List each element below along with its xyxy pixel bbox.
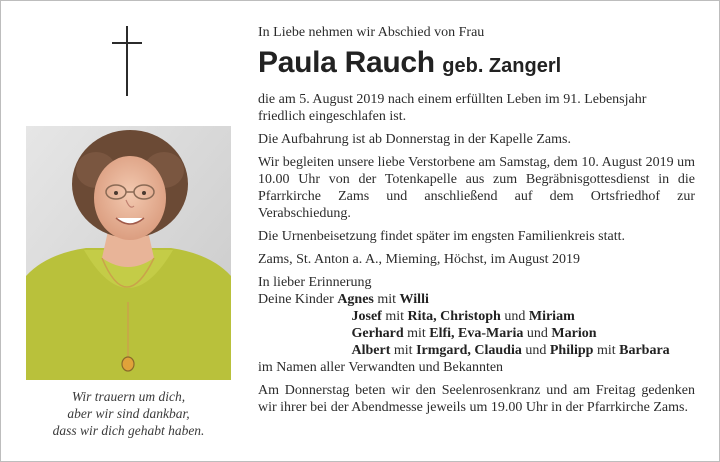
deceased-name: Paula Rauch bbox=[258, 46, 435, 79]
connector: mit bbox=[393, 343, 413, 358]
intro-line: In Liebe nehmen wir Abschied von Frau bbox=[258, 25, 485, 40]
connector: mit bbox=[407, 326, 426, 341]
family-row bbox=[258, 291, 695, 308]
funeral-paragraph: Wir begleiten unsere liebe Verstorbene am Samstag, dem 10. August 2019 um 10.00 Uhr von der Totenkapelle aus zum Begräbnisgottesdienst in die Pfarrkirche Zams und anschließend auf dem Ortsfriedhof zur Verabschiedung. bbox=[258, 155, 695, 221]
family-row bbox=[258, 342, 695, 359]
urn-paragraph: Die Urnenbeisetzung findet später im engsten Familienkreis statt. bbox=[258, 229, 626, 244]
family-names: Marion bbox=[551, 326, 597, 341]
family-row bbox=[258, 325, 695, 342]
remembrance-line: In lieber Erinnerung bbox=[258, 275, 372, 290]
family-names: Barbara bbox=[619, 343, 670, 358]
child-name: Josef bbox=[351, 309, 382, 324]
motto-line: aber wir sind dankbar, bbox=[67, 406, 190, 421]
connector: mit bbox=[385, 309, 404, 324]
family-names: Elfi, Eva-Maria bbox=[429, 326, 524, 341]
connector: und bbox=[526, 326, 548, 341]
motto-line: dass wir dich gehabt haben. bbox=[52, 423, 205, 438]
portrait-illustration bbox=[26, 126, 231, 380]
connector: mit bbox=[377, 292, 397, 307]
connector: und bbox=[525, 343, 547, 358]
family-names: Philipp bbox=[549, 343, 594, 358]
family-names: Rita, Christoph bbox=[407, 309, 501, 324]
child-name: Gerhard bbox=[351, 326, 404, 341]
closing-paragraph: Am Donnerstag beten wir den Seelenrosenkranz und am Freitag gedenken wir ihrer bei der Abendmesse jeweils um 19.00 Uhr in der Pfarrkirche Zams. bbox=[258, 383, 695, 415]
connector: und bbox=[504, 309, 526, 324]
connector: mit bbox=[596, 343, 616, 358]
deceased-name-line bbox=[258, 47, 695, 85]
family-row bbox=[258, 308, 695, 325]
child-name: Agnes bbox=[337, 292, 374, 307]
children-label: Deine Kinder bbox=[258, 292, 334, 307]
death-paragraph: die am 5. August 2019 nach einem erfüllten Leben im 91. Lebensjahr friedlich eingeschlafen ist. bbox=[258, 92, 647, 124]
spouse-name: Willi bbox=[399, 292, 429, 307]
motto bbox=[26, 388, 231, 439]
notice-text bbox=[258, 24, 695, 422]
motto-line: Wir trauern um dich, bbox=[71, 389, 186, 404]
viewing-paragraph: Die Aufbahrung ist ab Donnerstag in der Kapelle Zams. bbox=[258, 132, 571, 147]
family-names: Irmgard, Claudia bbox=[416, 343, 522, 358]
maiden-name: geb. Zangerl bbox=[442, 55, 562, 77]
child-name: Albert bbox=[351, 343, 391, 358]
relatives-line: im Namen aller Verwandten und Bekannten bbox=[258, 360, 504, 375]
portrait-photo bbox=[26, 126, 231, 380]
family-names: Miriam bbox=[528, 309, 575, 324]
place-date: Zams, St. Anton a. A., Mieming, Höchst, im August 2019 bbox=[258, 252, 581, 267]
family-list bbox=[258, 274, 695, 376]
